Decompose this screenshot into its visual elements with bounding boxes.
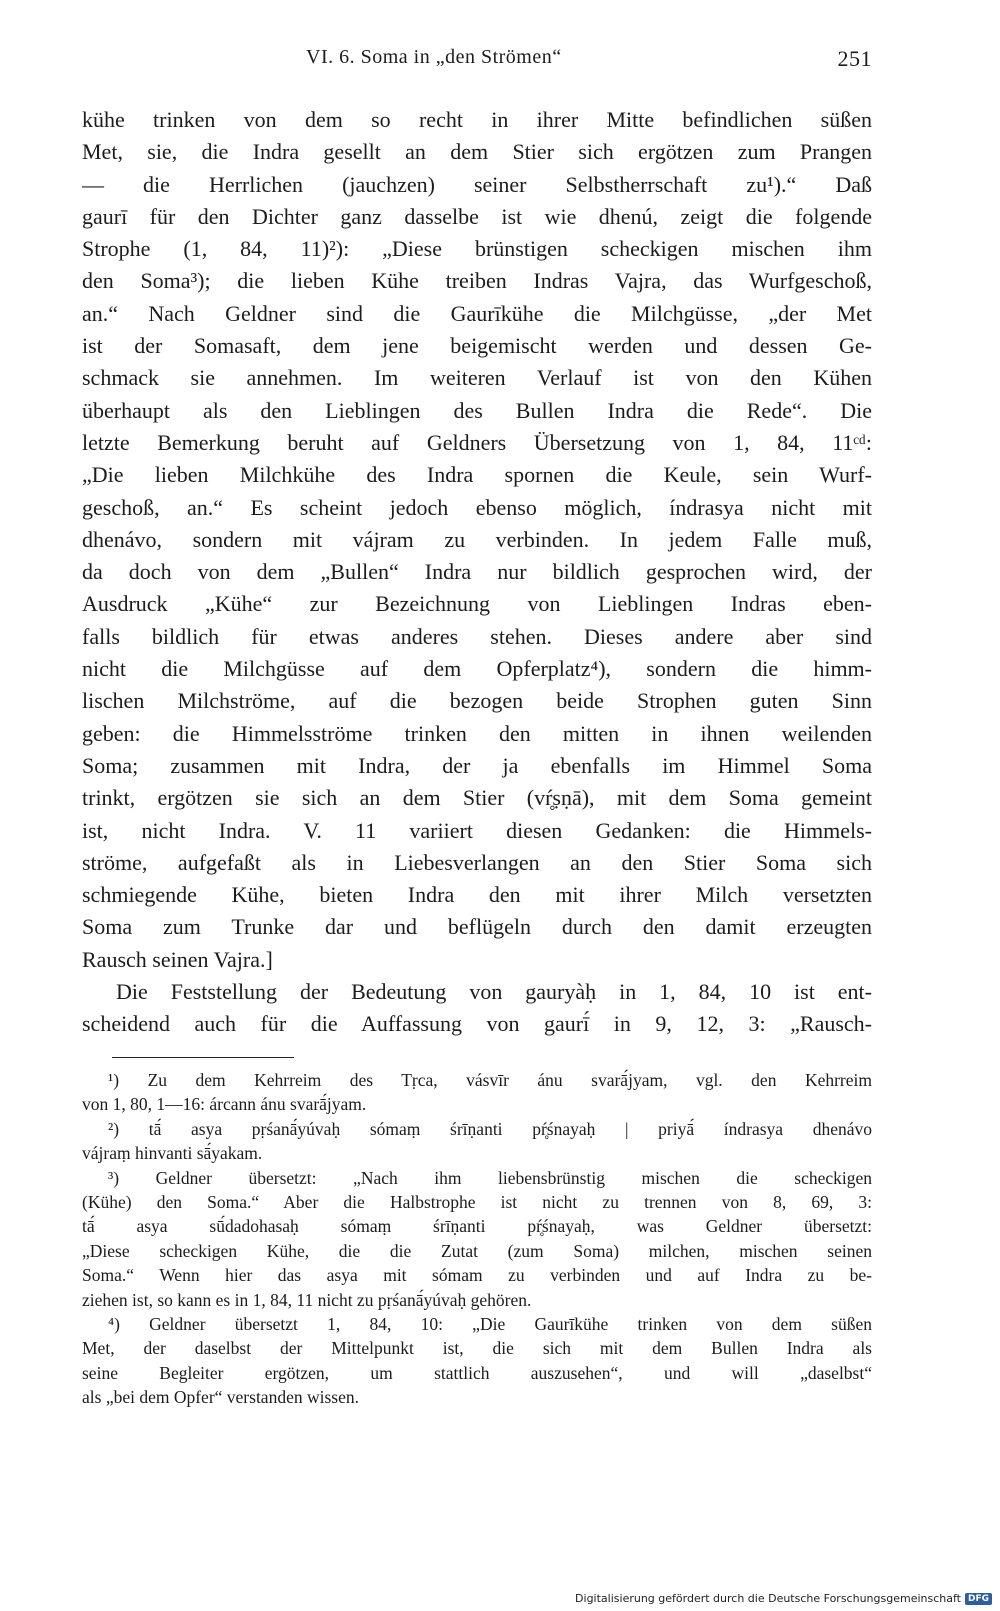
text-line: gaurī für den Dichter ganz dasselbe ist wie dhenú, zeigt die folgende — [82, 203, 872, 229]
text-line: Ausdruck „Kühe“ zur Bezeichnung von Lieblingen Indras eben- — [82, 591, 872, 617]
footnote-line: (Kühe) den Soma.“ Aber die Halbstrophe ist nicht zu trennen von 8, 69, 3: — [82, 1191, 872, 1212]
footnotes — [82, 1068, 872, 1409]
text-line: „Die lieben Milchkühe des Indra spornen die Keule, sein Wurf- — [82, 462, 872, 488]
text-line: überhaupt als den Lieblingen des Bullen Indra die Rede“. Die — [82, 397, 872, 423]
text-line: Met, sie, die Indra gesellt an dem Stier sich ergötzen zum Prangen — [82, 139, 872, 165]
text-line: letzte Bemerkung beruht auf Geldners Übersetzung von 1, 84, 11ᶜᵈ: — [82, 429, 872, 455]
text-line: Die Feststellung der Bedeutung von gauryàḥ in 1, 84, 10 ist ent- — [116, 979, 872, 1005]
text-line: schmiegende Kühe, bieten Indra den mit ihrer Milch versetzten — [82, 882, 872, 908]
footnote-line: vájraṃ hinvanti sā́yakam. — [82, 1143, 263, 1164]
text-line: an.“ Nach Geldner sind die Gaurīkühe die Milchgüsse, „der Met — [82, 300, 872, 326]
footnote-line: Met, der daselbst der Mittelpunkt ist, die sich mit dem Bullen Indra als — [82, 1338, 872, 1359]
text-line: ist der Somasaft, dem jene beigemischt werden und dessen Ge- — [82, 333, 872, 359]
text-line: ist, nicht Indra. V. 11 variiert diesen Gedanken: die Himmels- — [82, 817, 872, 843]
footnote-line: ²) tā́ asya pṛśanā́yúvaḥ sómaṃ śrīṇanti pŕ̥śnayaḥ | priyā́ índrasya dhenávo — [108, 1118, 872, 1139]
text-line: geschoß, an.“ Es scheint jedoch ebenso möglich, índrasya nicht mit — [82, 494, 872, 520]
running-head — [82, 46, 872, 76]
page-number: 251 — [837, 46, 872, 71]
running-title: VI. 6. Soma in „den Strömen“ — [306, 46, 562, 68]
text-line: lischen Milchströme, auf die bezogen beide Strophen guten Sinn — [82, 688, 872, 714]
footnote-line: von 1, 80, 1—16: árcann ánu svarā́jyam. — [82, 1094, 367, 1115]
text-line: — die Herrlichen (jauchzen) seiner Selbstherrschaft zu¹).“ Daß — [82, 171, 872, 197]
text-line: da doch von dem „Bullen“ Indra nur bildlich gesprochen wird, der — [82, 559, 872, 585]
text-line: scheidend auch für die Auffassung von gaurī́ in 9, 12, 3: „Rausch- — [82, 1011, 872, 1037]
footnote-line: ³) Geldner übersetzt: „Nach ihm liebensbrünstig mischen die scheckigen — [108, 1167, 872, 1188]
footnote-line: ¹) Zu dem Kehrreim des Tṛca, vásvīr ánu svarā́jyam, vgl. den Kehrreim — [108, 1070, 872, 1090]
text-line: Rausch seinen Vajra.] — [82, 946, 273, 972]
text-line: Soma; zusammen mit Indra, der ja ebenfalls im Himmel Soma — [82, 752, 872, 778]
text-line: ströme, aufgefaßt als in Liebesverlangen an den Stier Soma sich — [82, 849, 872, 875]
dfg-logo-icon: DFG — [965, 1593, 992, 1605]
footnote-line: tā́ asya sū́dadohasaḥ sómaṃ śrīṇanti pŕ̥śnayaḥ, was Geldner übersetzt: — [82, 1216, 872, 1237]
text-line: geben: die Himmelsströme trinken den mitten in ihnen weilenden — [82, 720, 872, 746]
footnote-line: seine Begleiter ergötzen, um stattlich auszusehen“, und will „daselbst“ — [82, 1362, 872, 1383]
text-line: nicht die Milchgüsse auf dem Opferplatz⁴), sondern die himm- — [82, 656, 872, 682]
body-text — [82, 104, 872, 1041]
footnote-line: ziehen ist, so kann es in 1, 84, 11 nicht zu pṛśanā́yúvaḥ gehören. — [82, 1289, 532, 1310]
footnote-line: als „bei dem Opfer“ verstanden wissen. — [82, 1387, 359, 1408]
text-line: den Soma³); die lieben Kühe treiben Indras Vajra, das Wurfgeschoß, — [82, 268, 872, 294]
text-line: falls bildlich für etwas anderes stehen. Dieses andere aber sind — [82, 623, 872, 649]
text-line: kühe trinken von dem so recht in ihrer Mitte befindlichen süßen — [82, 107, 872, 132]
digitization-text: Digitalisierung gefördert durch die Deutsche Forschungsgemeinschaft — [575, 1592, 961, 1605]
footnote-line: ⁴) Geldner übersetzt 1, 84, 10: „Die Gaurīkühe trinken von dem süßen — [108, 1313, 872, 1334]
footnote-line: „Diese scheckigen Kühe, die die Zutat (zum Soma) milchen, mischen seinen — [82, 1240, 872, 1261]
digitization-notice — [575, 1592, 992, 1605]
text-line: Soma zum Trunke dar und beflügeln durch den damit erzeugten — [82, 914, 872, 940]
footnote-line: Soma.“ Wenn hier das asya mit sómam zu verbinden und auf Indra zu be- — [82, 1265, 872, 1286]
text-line: schmack sie annehmen. Im weiteren Verlauf ist von den Kühen — [82, 365, 872, 391]
text-line: Strophe (1, 84, 11)²): „Diese brünstigen scheckigen mischen ihm — [82, 236, 872, 262]
text-line: dhenávo, sondern mit vájram zu verbinden. In jedem Falle muß, — [82, 526, 872, 552]
text-line: trinkt, ergötzen sie sich an dem Stier (vŕ̥ṣṇā), mit dem Soma gemeint — [82, 785, 872, 811]
footnote-rule — [112, 1057, 294, 1058]
